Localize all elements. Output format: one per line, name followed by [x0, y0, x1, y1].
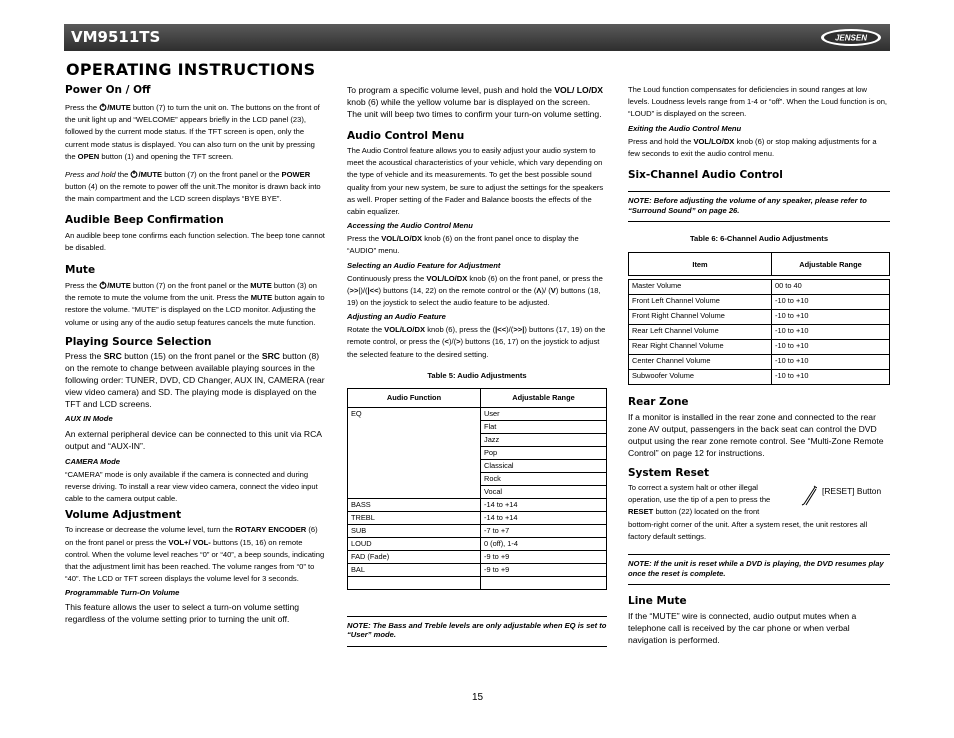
table5-range: 0 (off), 1-4	[481, 537, 607, 550]
source-heading: Playing Source Selection	[65, 335, 212, 348]
line-mute-text: If the “MUTE” wire is connected, audio output mutes when a telephone call is received by the car phone or when verbal navigation is performed.	[628, 611, 857, 646]
volume-heading: Volume Adjustment	[65, 509, 182, 522]
turnon-subheading: Programmable Turn-On Volume	[65, 588, 180, 598]
select-text: Continuously press the VOL/LO/DX knob (6) on the front panel, or press the (>>|)/(|<<) buttons (14, 22) on the remote control or the (Λ)/ (V) buttons (18, 19) on the joystick to select the audio feature to be adjusted.	[347, 273, 603, 308]
mute-text: Press the /MUTE button (7) on the front panel or the MUTE button (3) on the remote to mute the volume from the unit. Press the MUTE button again to restore the volume. “MUTE” is displayed on the LCD monitor. Adjusting the volume or using any of the audio setup features cancels the mute function.	[65, 281, 325, 327]
table5-body	[348, 407, 607, 589]
adjust-text: Rotate the VOL/LO/DX knob (6), press the (|<<)/(>>|) buttons (17, 19) on the remote control, or press the (<)/(>) buttons (16, 17) on the joystick to adjust the selected feature to the desired setting.	[347, 325, 606, 359]
table5-function: BAL	[348, 563, 481, 576]
table5-range: -7 to +7	[481, 524, 607, 537]
table5-eq-value: Jazz	[481, 433, 607, 446]
table6-item: Rear Right Channel Volume	[629, 340, 772, 355]
table6-item: Front Right Channel Volume	[629, 310, 772, 325]
table5-range: -14 to +14	[481, 498, 607, 511]
six-channel-note: NOTE: Before adjusting the volume of any speaker, please refer to “Surround Sound” on page 26.	[628, 191, 890, 222]
audio-adjustments-table	[347, 388, 607, 590]
table-row	[348, 550, 607, 563]
table5-eq-value: Pop	[481, 446, 607, 459]
table-row	[629, 370, 890, 385]
jensen-logo	[820, 28, 882, 47]
power-heading: Power On / Off	[65, 84, 151, 96]
table-row	[348, 511, 607, 524]
select-subheading: Selecting an Audio Feature for Adjustment	[347, 260, 501, 270]
table5-function: SUB	[348, 524, 481, 537]
program-volume-text: To program a specific volume level, push and hold the VOL/ LO/DX knob (6) while the yellow volume bar is displayed on the screen. The unit will beep two times to confirm your turn-on volume setting.	[347, 85, 604, 119]
table5-range: -9 to +9	[481, 563, 607, 576]
table6-header-item: Item	[629, 253, 772, 276]
table5-header-range: Adjustable Range	[481, 388, 607, 407]
table6-item: Rear Left Channel Volume	[629, 325, 772, 340]
table6-range: 00 to 40	[772, 280, 890, 295]
table-row	[629, 355, 890, 370]
table-cell-empty	[481, 576, 607, 589]
six-channel-table	[628, 252, 890, 385]
table-row-empty	[348, 576, 607, 589]
table5-eq-label: EQ	[348, 407, 481, 498]
page-number: 15	[472, 692, 484, 703]
exit-text: Press and hold the VOL/LO/DX knob (6) or stop making adjustments for a few seconds to exit the audio control menu.	[628, 136, 877, 158]
table5-function: TREBL	[348, 511, 481, 524]
table-row	[348, 537, 607, 550]
column-3	[628, 84, 890, 646]
table5-function: BASS	[348, 498, 481, 511]
beep-text: An audible beep tone confirms each function selection. The beep tone cannot be disabled.	[65, 230, 325, 252]
table5-eq-value: Rock	[481, 472, 607, 485]
page-title: OPERATING INSTRUCTIONS	[66, 60, 316, 79]
table5-caption: Table 5: Audio Adjustments	[427, 370, 527, 380]
table5-function: FAD (Fade)	[348, 550, 481, 563]
beep-heading: Audible Beep Confirmation	[65, 213, 224, 226]
table6-header-range: Adjustable Range	[772, 253, 890, 276]
volume-text: To increase or decrease the volume level, turn the ROTARY ENCODER (6) on the front panel or press the VOL+/ VOL- buttons (15, 16) on remote control. When the volume level reaches “0” or “40”, a beep sounds, indicating that the adjustment limit has been reached. The volume ranges from “0” to “40”. The LCD or TFT screen displays the volume level for 3 seconds.	[65, 525, 325, 584]
table5-function: LOUD	[348, 537, 481, 550]
table6-range: -10 to +10	[772, 340, 890, 355]
rear-zone-heading: Rear Zone	[628, 396, 689, 409]
mute-heading: Mute	[65, 264, 96, 277]
table6-item: Center Channel Volume	[629, 355, 772, 370]
access-text: Press the VOL/LO/DX knob (6) on the front panel once to display the “AUDIO” menu.	[347, 234, 579, 256]
table6-item: Front Left Channel Volume	[629, 295, 772, 310]
table-row	[629, 325, 890, 340]
table6-range: -10 to +10	[772, 355, 890, 370]
table5-range: -14 to +14	[481, 511, 607, 524]
six-channel-heading: Six-Channel Audio Control	[628, 169, 783, 182]
table-row	[348, 407, 607, 420]
table-row	[348, 524, 607, 537]
auxin-text: An external peripheral device can be connected to this unit via RCA output and “AUX-IN”.	[65, 428, 322, 451]
table6-caption: Table 6: 6-Channel Audio Adjustments	[689, 234, 829, 244]
access-subheading: Accessing the Audio Control Menu	[347, 221, 473, 231]
table5-range: -9 to +9	[481, 550, 607, 563]
exit-subheading: Exiting the Audio Control Menu	[628, 123, 742, 133]
auxin-subheading: AUX IN Mode	[65, 413, 113, 423]
camera-subheading: CAMERA Mode	[65, 456, 120, 466]
table-row	[629, 280, 890, 295]
table6-range: -10 to +10	[772, 310, 890, 325]
table-cell-empty	[348, 576, 481, 589]
table5-eq-value: Flat	[481, 420, 607, 433]
adjust-subheading: Adjusting an Audio Feature	[347, 312, 446, 322]
table5-eq-value: Vocal	[481, 485, 607, 498]
table-row	[629, 340, 890, 355]
system-reset-heading: System Reset	[628, 467, 709, 480]
table6-range: -10 to +10	[772, 370, 890, 385]
camera-text: “CAMERA” mode is only available if the camera is connected and during reverse driving. To install a rear view video camera, connect the video input cable to the camera output cable.	[65, 469, 318, 504]
power-paragraph-1: Press the /MUTE button (7) to turn the unit on. The buttons on the front of the unit light up and “WELCOME” appears briefly in the LCD panel (23), followed by the current mode status. If the TFT screen is open, only the current mode status is displayed. You can also turn on the unit by pressing the OPEN button (1) and opening the TFT screen.	[65, 103, 320, 161]
table6-body	[629, 276, 890, 385]
pen-icon	[801, 484, 817, 506]
line-mute-heading: Line Mute	[628, 595, 687, 608]
source-text: Press the SRC button (15) on the front panel or the SRC button (8) on the remote to change between available playing sources in the following order: TUNER, DVD, CD Changer, AUX IN, CAMERA (rear view video camera) and SD. The playing mode is displayed on the TFT and LCD screens.	[65, 350, 325, 409]
table5-header-function: Audio Function	[348, 388, 481, 407]
rear-zone-text: If a monitor is installed in the rear zone and connected to the rear zone AV output, passengers in the back seat can control the DVD output using the rear zone remote control. See “Multi-Zone Remote Control” on page 12 for instructions.	[628, 412, 884, 459]
logo-text: JENSEN	[834, 33, 868, 43]
audio-control-text: The Audio Control feature allows you to easily adjust your audio system to meet the acoustical characteristics of your vehicle, which vary depending on the type of vehicle and its measurements. To get the best possible sound quality from your new system, be sure to adjust the settings for the speakers as well. Proper setting of the Fader and Balance boosts the effects of the cabin equalizer.	[347, 146, 604, 217]
table-row	[629, 295, 890, 310]
table-row	[348, 563, 607, 576]
turnon-text: This feature allows the user to select a turn-on volume setting regardless of the volume setting prior to turning the unit off.	[65, 602, 300, 625]
table6-item: Subwoofer Volume	[629, 370, 772, 385]
column-1	[65, 83, 327, 625]
table6-item: Master Volume	[629, 280, 772, 295]
table-row	[348, 498, 607, 511]
table5-eq-value: Classical	[481, 459, 607, 472]
table6-range: -10 to +10	[772, 325, 890, 340]
table-row	[629, 310, 890, 325]
reset-block	[628, 482, 890, 530]
reset-text-rest: bottom-right corner of the unit. After a system reset, the unit restores all factory default settings.	[628, 520, 868, 542]
reset-note: NOTE: If the unit is reset while a DVD is playing, the DVD resumes play once the reset is complete.	[628, 554, 890, 585]
bass-treble-note: NOTE: The Bass and Treble levels are only adjustable when EQ is set to “User” mode.	[347, 616, 607, 647]
power-icon	[99, 281, 107, 289]
table6-range: -10 to +10	[772, 295, 890, 310]
column-2	[347, 84, 607, 647]
model-title: VM9511TS	[71, 28, 161, 46]
loud-text: The Loud function compensates for deficiencies in sound ranges at low levels. Loudness levels range from 1-4 or “off”. When the Loud function is on, “LOUD” is displayed on the screen.	[628, 85, 888, 119]
power-paragraph-2: Press and hold the /MUTE button (7) on the front panel or the POWER button (4) on the remote to power off the unit.The monitor is drawn back into the main compartment and the LCD screen displays “BYE BYE”.	[65, 170, 321, 204]
table5-eq-value: User	[481, 407, 607, 420]
header-bar	[64, 24, 890, 51]
power-icon	[99, 103, 107, 111]
reset-button-label: [RESET] Button	[822, 486, 882, 497]
audio-control-heading: Audio Control Menu	[347, 130, 465, 142]
reset-text-left: To correct a system halt or other illegal operation, use the tip of a pen to press the RESET button (22) located on the front	[628, 483, 771, 517]
